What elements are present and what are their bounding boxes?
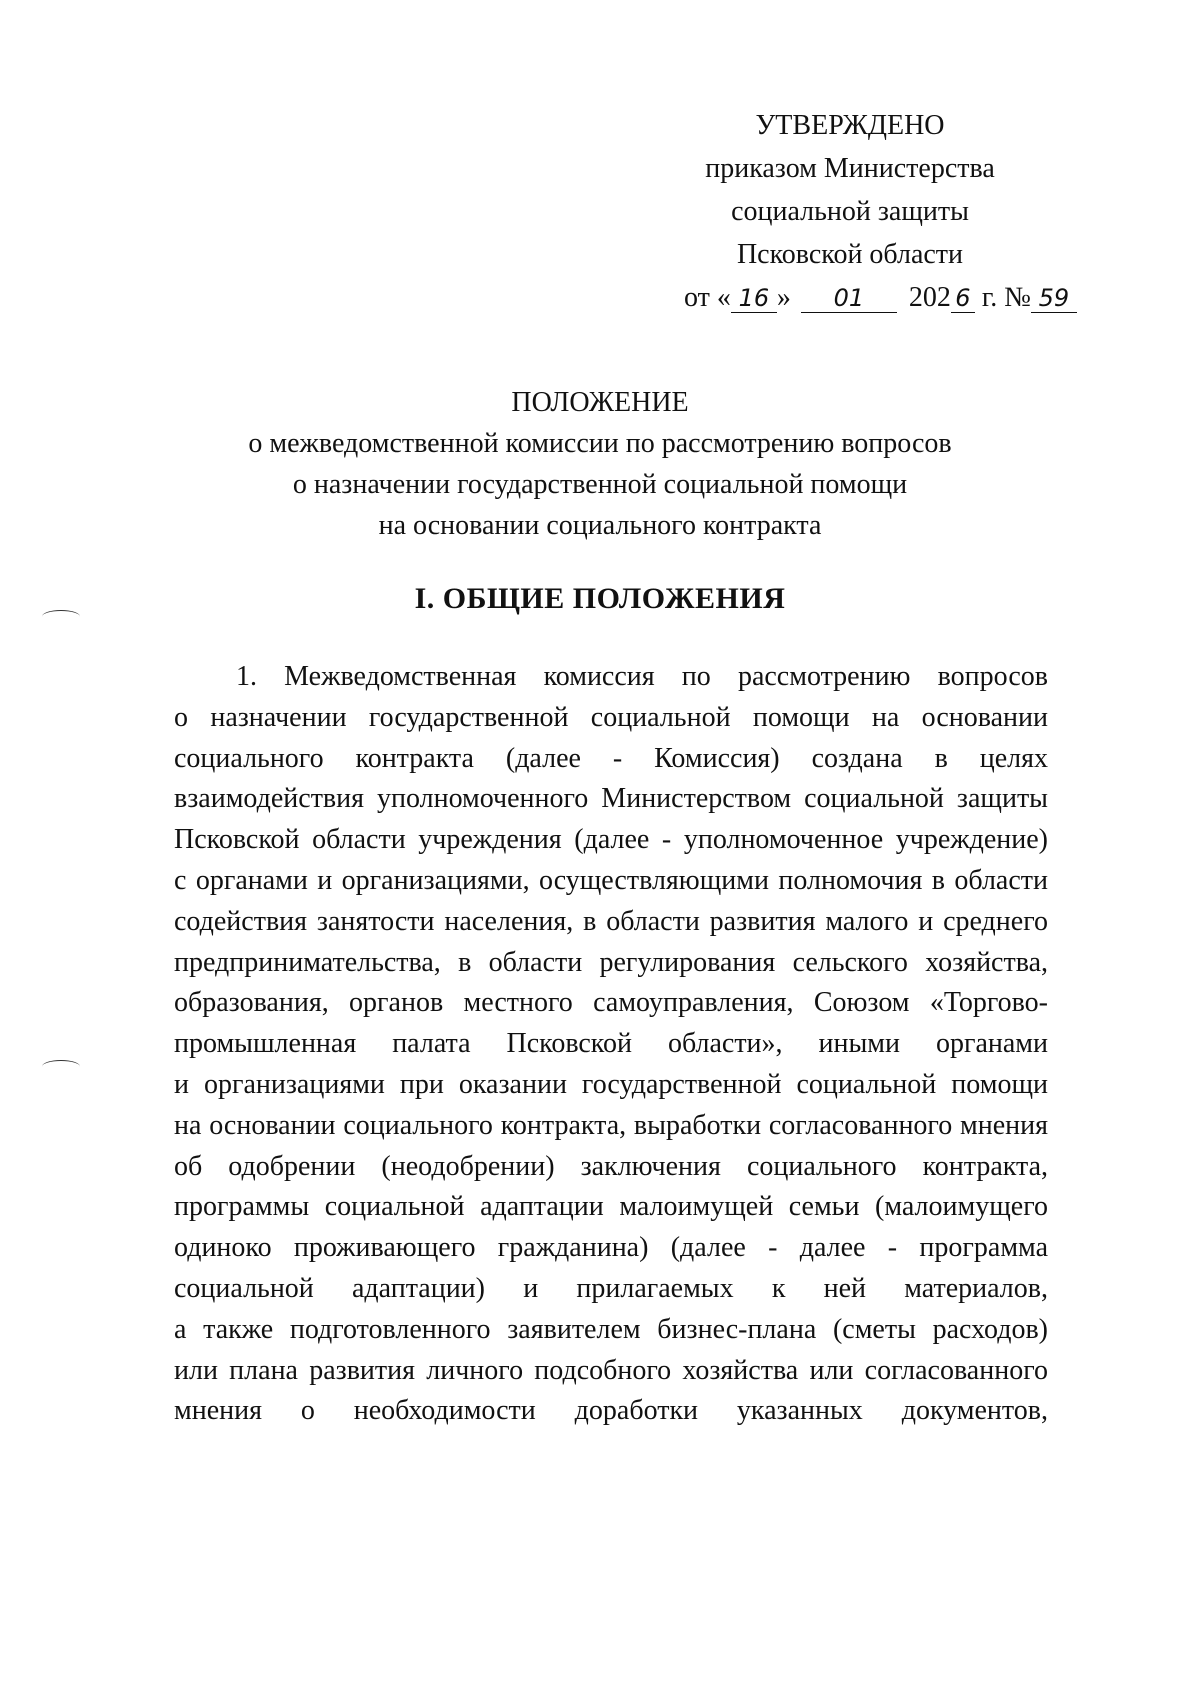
approval-org-line1: социальной защиты <box>731 196 969 227</box>
handwritten-order-number: 59 <box>1031 284 1077 313</box>
number-label: г. № <box>974 282 1031 313</box>
date-prefix: от « <box>684 282 731 313</box>
paragraph-line: и организациями при оказании государственной социальной помощи <box>174 1068 1048 1100</box>
paragraph-line: программы социальной адаптации малоимущей семьи (малоимущего <box>174 1191 1048 1223</box>
title-heading: ПОЛОЖЕНИЕ <box>511 387 689 418</box>
scan-mark <box>42 1060 80 1073</box>
approval-date-line <box>640 276 1070 319</box>
approval-heading: УТВЕРЖДЕНО <box>755 110 945 141</box>
paragraph-1 <box>174 657 1048 1432</box>
paragraph-line: а также подготовленного заявителем бизнес-плана (сметы расходов) <box>174 1313 1048 1345</box>
handwritten-year-digit: 6 <box>951 284 975 313</box>
title-line-1: о межведомственной комиссии по рассмотрению вопросов <box>248 428 952 459</box>
handwritten-day: 16 <box>731 284 777 313</box>
title-line-2: о назначении государственной социальной помощи <box>292 469 908 500</box>
approval-order: приказом Министерства <box>705 153 995 184</box>
paragraph-line: предпринимательства, в области регулирования сельского хозяйства, <box>174 946 1048 978</box>
paragraph-line: содействия занятости населения, в области развития малого и среднего <box>174 905 1048 937</box>
year-prefix: 202 <box>908 282 951 313</box>
paragraph-line: мнения о необходимости доработки указанных документов, <box>174 1395 1048 1427</box>
approval-org-line2: Псковской области <box>736 239 964 270</box>
paragraph-line: о назначении государственной социальной помощи на основании <box>174 701 1048 733</box>
title-line-3: на основании социального контракта <box>378 510 822 541</box>
section-heading: I. ОБЩИЕ ПОЛОЖЕНИЯ <box>414 582 786 615</box>
paragraph-line: 1. Межведомственная комиссия по рассмотрению вопросов <box>236 661 1048 692</box>
paragraph-line: социальной адаптации) и прилагаемых к ней материалов, <box>174 1272 1048 1304</box>
paragraph-line: образования, органов местного самоуправления, Союзом «Торгово- <box>174 987 1048 1019</box>
handwritten-month: 01 <box>801 284 897 313</box>
date-mid: » <box>776 282 791 313</box>
paragraph-line: одиноко проживающего гражданина) (далее - далее - программа <box>174 1232 1048 1264</box>
paragraph-line: Псковской области учреждения (далее - уполномоченное учреждение) <box>174 824 1048 856</box>
approval-block <box>640 104 1070 319</box>
paragraph-line: взаимодействия уполномоченного Министерством социальной защиты <box>174 783 1048 815</box>
paragraph-line: промышленная палата Псковской области», иными органами <box>174 1028 1048 1060</box>
paragraph-line: об одобрении (неодобрении) заключения социального контракта, <box>174 1150 1048 1182</box>
paragraph-line: или плана развития личного подсобного хозяйства или согласованного <box>174 1354 1048 1386</box>
scan-mark <box>42 610 80 623</box>
paragraph-line: социального контракта (далее - Комиссия) создана в целях <box>174 742 1048 774</box>
paragraph-line: на основании социального контракта, выработки согласованного мнения <box>174 1109 1048 1141</box>
document-title <box>140 382 1060 546</box>
paragraph-line: с органами и организациями, осуществляющими полномочия в области <box>174 864 1048 896</box>
